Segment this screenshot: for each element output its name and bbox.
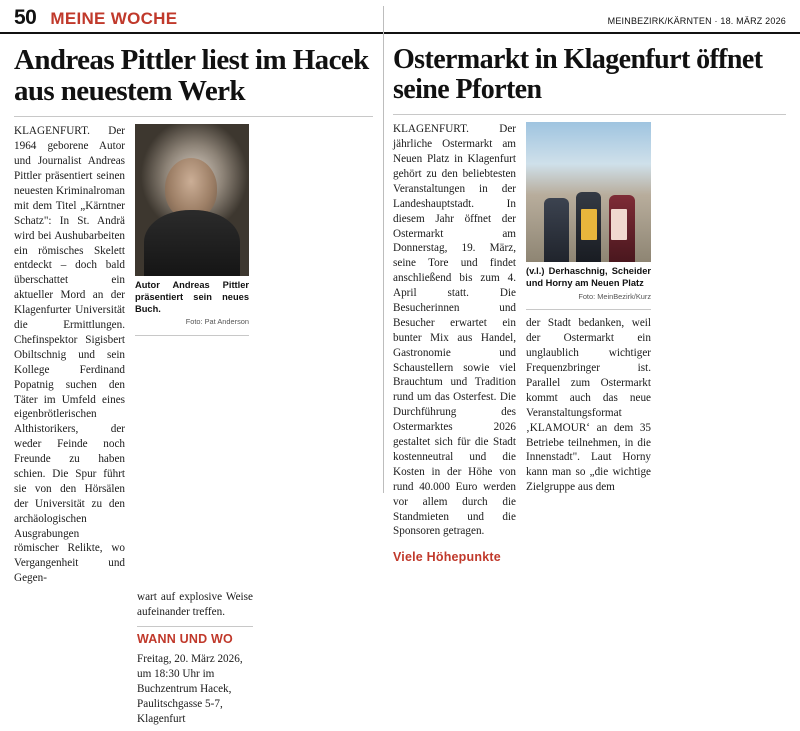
right-photo-credit: Foto: MeinBezirk/Kurz: [578, 291, 652, 301]
right-column-2: [526, 122, 651, 571]
right-photo-caption: (v.l.) Derhaschnig, Scheider und Horny am Neuen Platz: [526, 266, 652, 288]
right-columns: [393, 122, 786, 571]
edition-line: MEINBEZIRK/KÄRNTEN · 18. MÄRZ 2026: [607, 16, 786, 26]
masthead: [0, 0, 800, 34]
left-column-1: [14, 124, 125, 590]
left-column-2: [135, 124, 249, 590]
page-number: 50: [14, 6, 37, 29]
left-caption-block: [135, 280, 249, 336]
poster-placard-icon: [581, 209, 597, 240]
right-caption-block: [526, 266, 651, 310]
left-body-tail: wart auf explosive Weise aufeinander treffen.: [137, 591, 253, 618]
left-columns: [14, 124, 373, 590]
right-article: [383, 34, 800, 565]
right-body-text: KLAGENFURT. Der jährliche Ostermarkt am Neuen Platz in Klagenfurt gehört zu den beliebtesten Veranstaltungen in der Landeshauptstadt. In diesem Jahr öffnet der Ostermarkt am Donnerstag, 19. März, seine Tore und findet anschließend bis zum 4. April statt. Die Besucherinnen und Besucher erwartet ein bunter Mix aus Handel, Gastronomie und Schaustellern sowie viel Brauchtum und Tradition rund um das Osterfest. Die Durchführung des Ostermarktes 2026 gestaltet sich für die Stadt kostenneutral und die Kosten in der Höhe von rund 40.000 Euro werden vor allem durch die Standmieten und die Sponsoren getragen.: [393, 123, 517, 538]
left-body-text: KLAGENFURT. Der 1964 geborene Autor und Journalist Andreas Pittler präsentiert seinen neuesten Kriminalroman mit dem Titel „Kärntner Schatz": In St. Andrä wird bei Aushubarbeiten ein römisches Skelett entdeckt – doch bald überschattet ein aktueller Mord an der Klagenfurter Universität die Ermittlungen. Chefinspektor Sigisbert Obiltschnig und sein Kollege Ferdinand Popatnig suchen den Täter im Umfeld eines eigenbrötlerischen Althistorikers, der weder Feinde noch Freunde zu haben schien. Die Spur führt sie von den Hörsälen der Universität zu den archäologischen Ausgrabungen römischer Relikte, wo Vergangenheit und Gegen-: [14, 125, 126, 585]
ostermarkt-photo: [526, 122, 651, 262]
right-body-tail: der Stadt bedanken, weil der Ostermarkt ein unglaublich wichtiger Frequenzbringer ist. Parallel zum Ostermarkt kommt auch das neue Veranstaltungsformat ‚KLAMOUR‘ an dem 35 Betriebe teilnehmen, in die Innenstadt". Laut Horny kann man so „die wichtige Zielgruppe aus dem: [526, 317, 652, 494]
wann-und-wo-title: WANN UND WO: [137, 626, 253, 648]
right-column-3: [661, 122, 786, 571]
left-column-2-tail: [137, 590, 253, 731]
left-headline-rule: [14, 116, 373, 117]
figure-left-icon: [544, 198, 569, 262]
wann-und-wo-text: Freitag, 20. März 2026, um 18:30 Uhr im Buchzentrum Hacek, Paulitschgasse 5-7, Klagenfurt: [137, 653, 243, 726]
page-body: [0, 34, 800, 726]
right-column-1: [393, 122, 516, 571]
left-article: [0, 34, 383, 726]
left-headline: Andreas Pittler liest im Hacek aus neuestem Werk: [14, 44, 369, 107]
right-subhead: Viele Höhepunkte: [393, 550, 501, 565]
left-photo-caption: Autor Andreas Pittler präsentiert sein neues Buch.: [135, 280, 250, 314]
left-photo-credit: Foto: Pat Anderson: [185, 317, 250, 327]
poster-placard-two-icon: [611, 209, 627, 240]
right-headline: Ostermarkt in Klagenfurt öffnet seine Pforten: [393, 44, 763, 105]
left-column-3: [259, 124, 373, 590]
right-headline-rule: [393, 114, 786, 115]
section-title: MEINE WOCHE: [50, 9, 178, 28]
author-photo: [135, 124, 249, 276]
